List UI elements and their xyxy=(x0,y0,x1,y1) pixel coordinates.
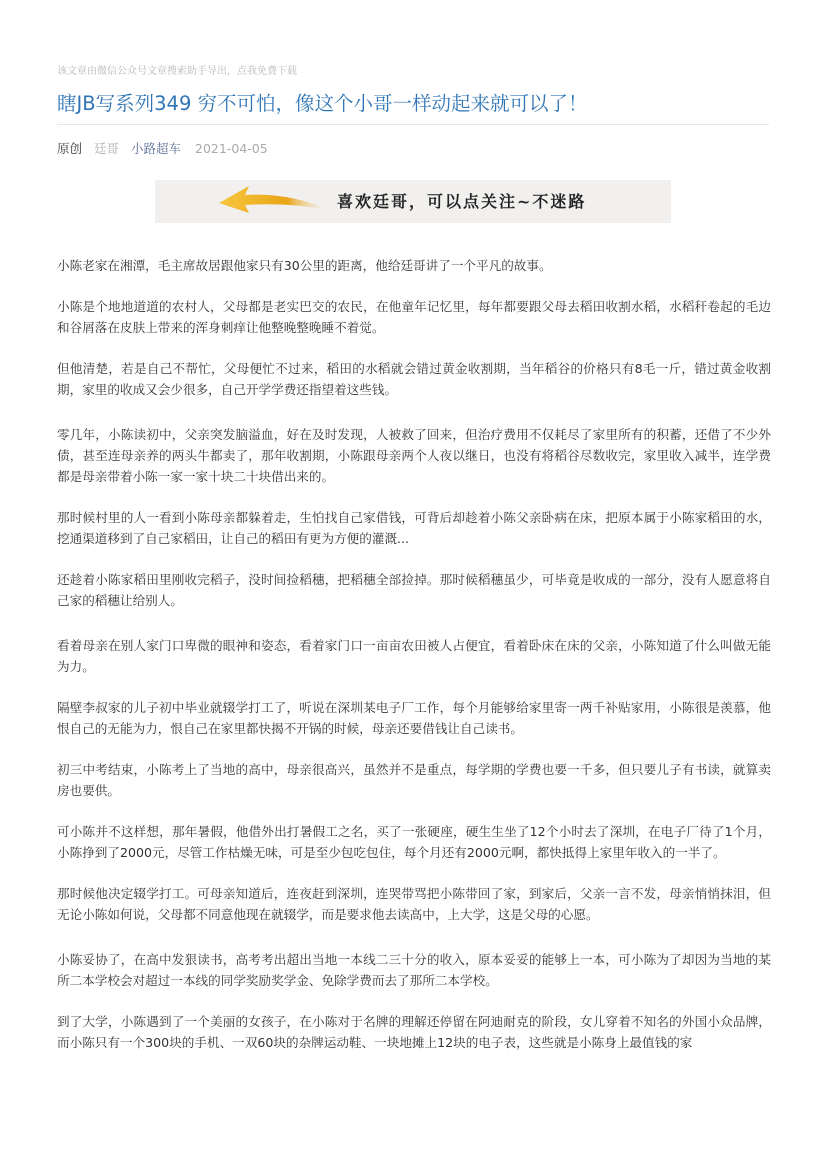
golden-arrow-icon xyxy=(215,181,335,221)
paragraph: 那时候村里的人一看到小陈母亲都躲着走，生怕找自己家借钱，可背后却趁着小陈父亲卧病在床，把原本属于小陈家稻田的水，挖通渠道移到了自己家稻田，让自己的稻田有更为方便的灌溉... xyxy=(57,510,771,546)
paragraph: 还趁着小陈家稻田里刚收完稻子，没时间捡稻穗，把稻穗全部捡掉。那时候稻穗虽少，可毕竟是收成的一部分，没有人愿意将自己家的稻穗让给别人。 xyxy=(57,572,771,608)
author-name: 廷哥 xyxy=(94,141,120,156)
paragraph: 那时候他决定辍学打工。可母亲知道后，连夜赶到深圳，连哭带骂把小陈带回了家，到家后，父亲一言不发，母亲悄悄抹泪，但无论小陈如何说，父母都不同意他现在就辍学，而是要求他去读高中，上大学，这是父母的心愿。 xyxy=(57,886,771,922)
article-body xyxy=(57,255,771,1073)
publish-date: 2021-04-05 xyxy=(195,141,268,156)
paragraph: 小陈老家在湘潭，毛主席故居跟他家只有30公里的距离，他给廷哥讲了一个平凡的故事。 xyxy=(57,258,552,273)
paragraph: 零几年，小陈读初中，父亲突发脑溢血，好在及时发现，人被救了回来，但治疗费用不仅耗尽了家里所有的积蓄，还借了不少外债，甚至连母亲养的两头牛都卖了，那年收割期，小陈跟母亲两个人夜以继日，也没有将稻谷尽数收完，家里收入减半，连学费都是母亲带着小陈一家一家十块二十块借出来的。 xyxy=(57,427,771,484)
paragraph: 初三中考结束，小陈考上了当地的高中，母亲很高兴，虽然并不是重点，每学期的学费也要一千多，但只要儿子有书读，就算卖房也要供。 xyxy=(57,762,771,798)
paragraph: 隔壁李叔家的儿子初中毕业就辍学打工了，听说在深圳某电子厂工作，每个月能够给家里寄一两千补贴家用，小陈很是羡慕，他恨自己的无能为力，恨自己在家里都快揭不开锅的时候，母亲还要借钱让自己读书。 xyxy=(57,700,771,736)
paragraph: 可小陈并不这样想，那年暑假，他借外出打暑假工之名，买了一张硬座，硬生生坐了12个小时去了深圳，在电子厂待了1个月，小陈挣到了2000元，尽管工作枯燥无味，可是至少包吃包住，每个月还有2000元啊，都快抵得上家里年收入的一半了。 xyxy=(57,824,771,860)
paragraph: 小陈妥协了，在高中发狠读书，高考考出超出当地一本线二三十分的收入，原本妥妥的能够上一本，可小陈为了却因为当地的某所二本学校会对超过一本线的同学奖励奖学金、免除学费而去了那所二本学校。 xyxy=(57,952,771,988)
paragraph: 看着母亲在别人家门口卑微的眼神和姿态，看着家门口一亩亩农田被人占便宜，看着卧床在床的父亲，小陈知道了什么叫做无能为力。 xyxy=(57,638,771,674)
banner-text: 喜欢廷哥，可以点关注~不迷路 xyxy=(337,192,587,211)
account-link[interactable]: 小路超车 xyxy=(131,141,182,156)
export-notice-link[interactable]: 该文章由微信公众号文章搜索助手导出，点我免费下载 xyxy=(57,66,297,77)
original-tag: 原创 xyxy=(57,141,83,156)
paragraph: 小陈是个地地道道的农村人，父母都是老实巴交的农民，在他童年记忆里，每年都要跟父母去稻田收割水稻，水稻秆卷起的毛边和谷屑落在皮肤上带来的浑身刺痒让他整晚整晚睡不着觉。 xyxy=(57,299,771,335)
article-title: 瞎JB写系列349 穷不可怕，像这个小哥一样动起来就可以了！ xyxy=(57,92,588,115)
article-meta xyxy=(57,140,276,158)
title-divider xyxy=(57,124,769,125)
follow-banner xyxy=(155,180,671,223)
paragraph: 到了大学，小陈遇到了一个美丽的女孩子，在小陈对于名牌的理解还停留在阿迪耐克的阶段，女儿穿着不知名的外国小众品牌，而小陈只有一个300块的手机、一双60块的杂牌运动鞋、一块地摊上12块的电子表，这些就是小陈身上最值钱的家 xyxy=(57,1014,771,1050)
paragraph: 但他清楚，若是自己不帮忙，父母便忙不过来，稻田的水稻就会错过黄金收割期，当年稻谷的价格只有8毛一斤，错过黄金收割期，家里的收成又会少很多，自己开学学费还指望着这些钱。 xyxy=(57,361,771,397)
